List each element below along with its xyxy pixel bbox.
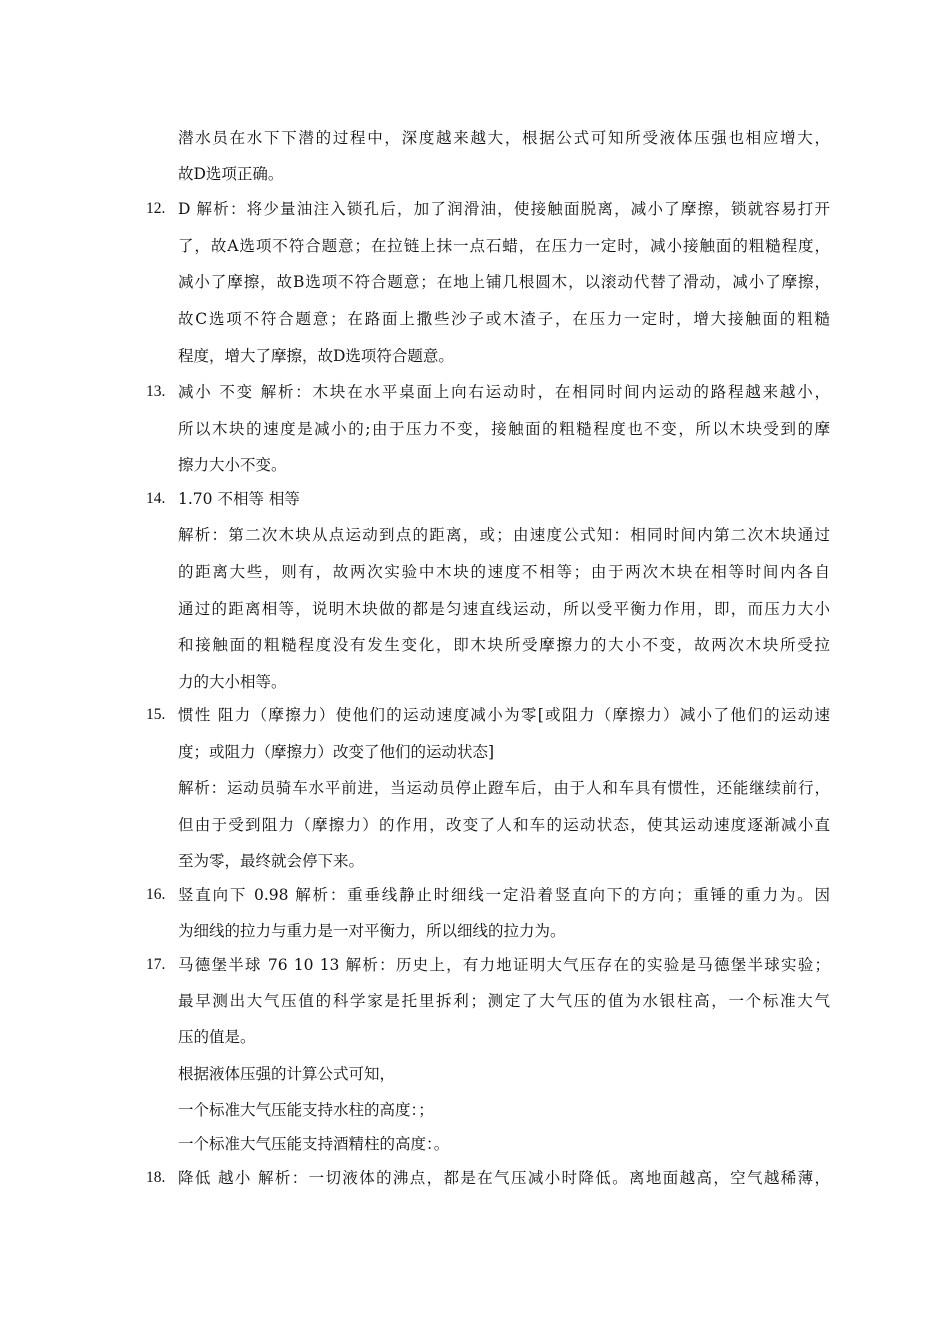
item-line: D 解析：将少量油注入锁孔后，加了润滑油，使接触面脱离，减小了摩擦，锁就容易打开 bbox=[178, 200, 830, 218]
item-line: 降低 越小 解析：一切液体的沸点，都是在气压减小时降低。离地面越高，空气越稀薄， bbox=[178, 1169, 830, 1187]
item-line: 1.70 不相等 相等 bbox=[178, 490, 300, 508]
item-line: 至为零，最终就会停下来。 bbox=[178, 852, 365, 870]
item-line: 根据液体压强的计算公式可知， bbox=[178, 1065, 396, 1083]
item-line: 解析：第二次木块从点运动到点的距离，或；由速度公式知：相同时间内第二次木块通过 bbox=[178, 526, 830, 544]
item-line: 故C选项不符合题意；在路面上撒些沙子或木渣子，在压力一定时，增大接触面的粗糙 bbox=[178, 310, 830, 328]
item-line: 度；或阻力（摩擦力）改变了他们的运动状态] bbox=[178, 743, 495, 761]
item-line: 减小了摩擦，故B选项不符合题意；在地上铺几根圆木，以滚动代替了滑动，减小了摩擦， bbox=[178, 273, 830, 291]
item-number: 14. bbox=[146, 490, 166, 507]
item-line: 惯性 阻力（摩擦力）使他们的运动速度减小为零[或阻力（摩擦力）减小了他们的运动速 bbox=[178, 706, 830, 724]
item-line: 和接触面的粗糙程度没有发生变化，即木块所受摩擦力的大小不变，故两次木块所受拉 bbox=[178, 636, 830, 654]
item-number: 12. bbox=[146, 200, 166, 217]
item-line: 通过的距离相等，说明木块做的都是匀速直线运动，所以受平衡力作用，即，而压力大小 bbox=[178, 600, 830, 618]
item-line: 程度，增大了摩擦，故D选项符合题意。 bbox=[178, 347, 454, 365]
intro-line: 故D选项正确。 bbox=[178, 165, 284, 183]
item-line: 压的值是。 bbox=[178, 1028, 256, 1046]
item-line: 减小 不变 解析：木块在水平桌面上向右运动时，在相同时间内运动的路程越来越小， bbox=[178, 383, 830, 401]
item-line: 但由于受到阻力（摩擦力）的作用，改变了人和车的运动状态，使其运动速度逐渐减小直 bbox=[178, 816, 830, 834]
item-line: 所以木块的速度是减小的;由于压力不变，接触面的粗糙程度也不变，所以木块受到的摩 bbox=[178, 420, 830, 438]
item-line: 一个标准大气压能支持水柱的高度：； bbox=[178, 1101, 434, 1119]
item-line: 为细线的拉力与重力是一对平衡力，所以细线的拉力为。 bbox=[178, 922, 566, 940]
item-line: 了，故A选项不符合题意；在拉链上抹一点石蜡，在压力一定时，减小接触面的粗糙程度， bbox=[178, 237, 830, 255]
item-line: 力的大小相等。 bbox=[178, 673, 287, 691]
item-line: 的距离大些，则有，故两次实验中木块的速度不相等；由于两次木块在相等时间内各自 bbox=[178, 563, 830, 581]
item-number: 15. bbox=[146, 706, 166, 723]
item-number: 16. bbox=[146, 886, 166, 903]
item-line: 解析：运动员骑车水平前进，当运动员停止蹬车后，由于人和车具有惯性，还能继续前行， bbox=[178, 779, 830, 797]
item-line: 最早测出大气压值的科学家是托里拆利；测定了大气压的值为水银柱高，一个标准大气 bbox=[178, 992, 830, 1010]
item-line: 一个标准大气压能支持酒精柱的高度：。 bbox=[178, 1135, 450, 1153]
intro-line: 潜水员在水下下潜的过程中，深度越来越大，根据公式可知所受液体压强也相应增大， bbox=[178, 129, 830, 147]
item-line: 马德堡半球 76 10 13 解析：历史上，有力地证明大气压存在的实验是马德堡半球实验； bbox=[178, 956, 830, 974]
item-line: 竖直向下 0.98 解析：重垂线静止时细线一定沿着竖直向下的方向；重锤的重力为。因 bbox=[178, 886, 830, 904]
item-number: 13. bbox=[146, 383, 166, 400]
item-number: 17. bbox=[146, 956, 166, 973]
item-number: 18. bbox=[146, 1169, 166, 1186]
item-line: 擦力大小不变。 bbox=[178, 456, 287, 474]
